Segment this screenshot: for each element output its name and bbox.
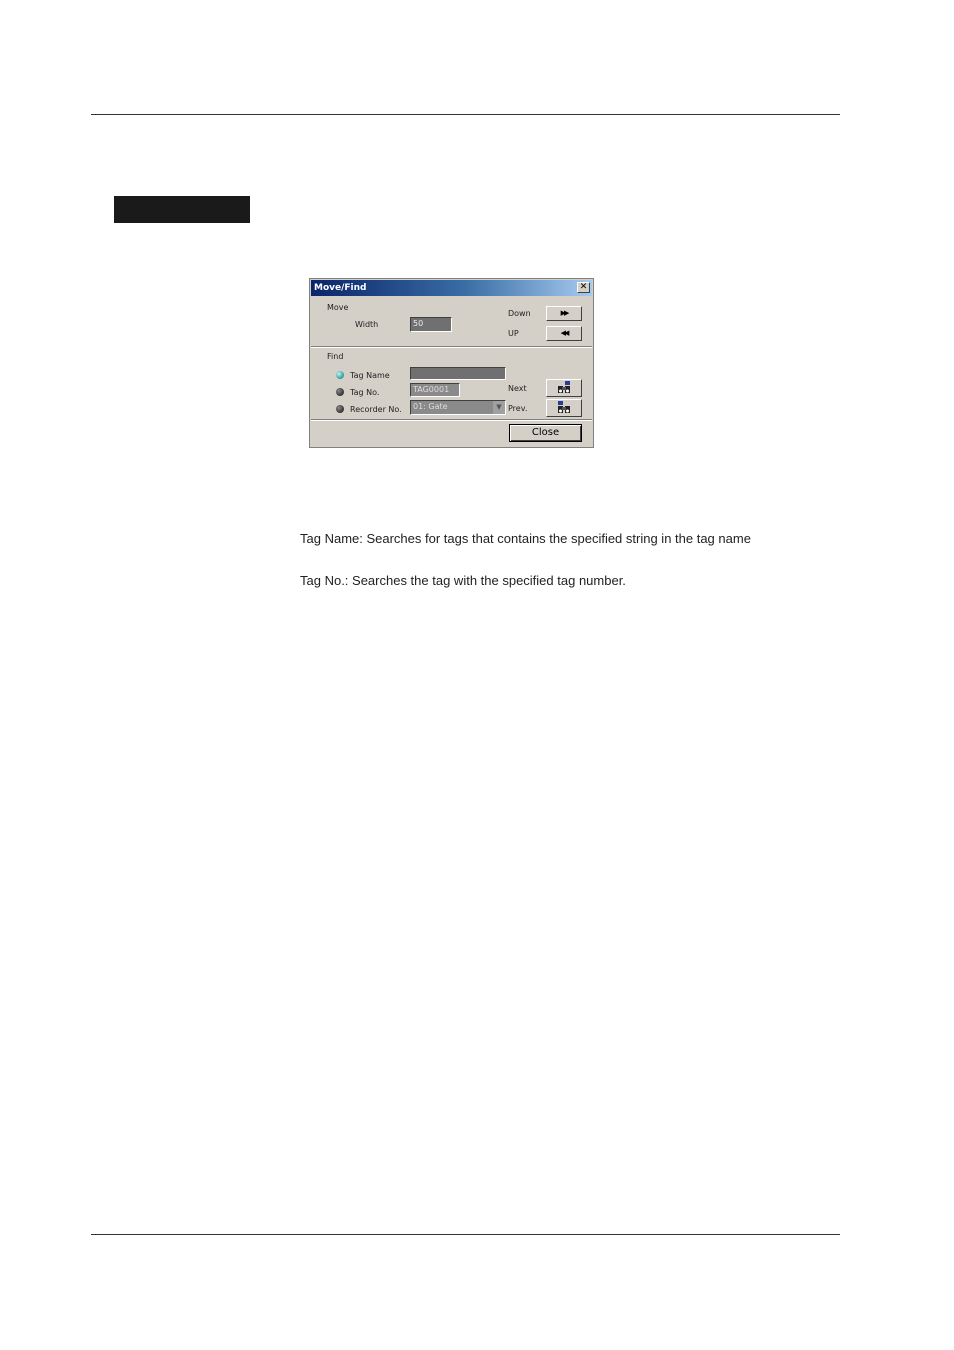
width-label: Width [355,320,379,329]
recorder-no-value: 01: Gate [413,402,448,411]
down-button[interactable] [546,306,582,321]
move-group-label: Move [327,303,349,312]
tag-no-input[interactable]: TAG0001 [410,383,460,397]
move-find-dialog [309,278,594,448]
prev-label: Prev. [508,404,528,413]
header-rule [91,114,840,115]
up-label: UP [508,329,519,338]
double-left-arrow-icon: ◀◀ [560,329,568,337]
width-input[interactable]: 50 [410,317,452,332]
tag-name-label: Tag Name [350,371,390,380]
chevron-down-icon[interactable]: ▼ [493,401,505,414]
recorder-no-radio[interactable] [336,405,344,413]
tag-name-input[interactable] [410,367,506,380]
close-button[interactable]: Close [509,424,582,442]
find-group-label: Find [327,352,344,361]
dialog-titlebar [311,280,592,296]
tag-no-label: Tag No. [350,388,380,397]
footer-rule [91,1234,840,1235]
tag-no-description: Tag No.: Searches the tag with the specified tag number. [300,573,626,588]
group-separator [311,346,592,348]
tag-name-description: Tag Name: Searches for tags that contains the specified string in the tag name [300,531,751,546]
section-heading-bar [114,196,250,223]
down-label: Down [508,309,531,318]
recorder-no-select[interactable] [410,400,506,415]
recorder-no-label: Recorder No. [350,405,402,414]
find-next-button[interactable] [546,379,582,397]
double-right-arrow-icon: ▶▶ [560,309,568,317]
binoculars-prev-icon [557,401,571,415]
up-button[interactable] [546,326,582,341]
footer-separator [311,419,592,421]
dialog-title: Move/Find [314,283,367,293]
binoculars-next-icon [557,381,571,395]
tag-no-radio[interactable] [336,388,344,396]
tag-name-radio[interactable] [336,371,344,379]
next-label: Next [508,384,527,393]
find-prev-button[interactable] [546,399,582,417]
close-icon[interactable]: ✕ [577,282,590,293]
